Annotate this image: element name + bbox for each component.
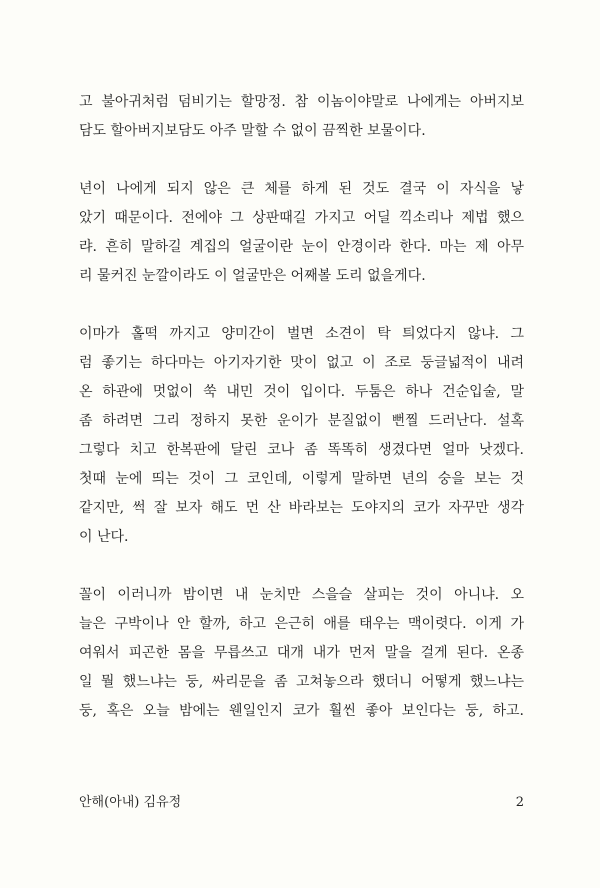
text-line: 같지만, 썩 잘 보자 해도 먼 산 바라보는 도야지의 코가 자꾸만 생각 xyxy=(79,500,524,516)
paragraph xyxy=(79,88,524,146)
text-line: 둥, 혹은 오늘 밤에는 웬일인지 코가 훨씬 좋아 보인다는 둥, 하고. xyxy=(79,703,524,719)
page-number: 2 xyxy=(515,795,524,810)
text-line: 럼 좋기는 하다마는 아기자기한 맛이 없고 이 조로 둥글넓적이 내려 xyxy=(79,355,524,371)
paragraph xyxy=(79,175,524,291)
text-line: 았기 때문이다. 전에야 그 상판때길 가지고 어딜 끽소리나 제법 했으 xyxy=(79,210,524,226)
page-footer xyxy=(79,793,524,813)
text-line: 그렇다 치고 한복판에 달린 코나 좀 똑똑히 생겼다면 얼마 낫겠다. xyxy=(79,442,524,458)
text-line: 담도 할아버지보담도 아주 말할 수 없이 끔찍한 보물이다. xyxy=(79,123,426,139)
text-line: 이마가 홀떡 까지고 양미간이 벌면 소견이 탁 틔었다지 않냐. 그 xyxy=(79,326,524,342)
text-line: 꼴이 이러니까 밤이면 내 눈치만 스을슬 살피는 것이 아니냐. 오 xyxy=(79,587,524,603)
text-line: 일 뭘 했느냐는 둥, 싸리문을 좀 고쳐놓으라 했더니 어떻게 했느냐는 xyxy=(79,674,524,690)
paragraph xyxy=(79,320,524,552)
text-line: 첫때 눈에 띄는 것이 그 코인데, 이렇게 말하면 년의 숭을 보는 것 xyxy=(79,471,524,487)
text-line: 고 불아귀처럼 덤비기는 할망정. 참 이놈이야말로 나에게는 아버지보 xyxy=(79,94,524,110)
text-line: 년이 나에게 되지 않은 큰 체를 하게 된 것도 결국 이 자식을 낳 xyxy=(79,181,524,197)
paragraph xyxy=(79,581,524,726)
footer-title: 안해(아내) 김유정 xyxy=(79,795,182,810)
text-line: 온 하관에 멋없이 쑥 내민 것이 입이다. 두툼은 하나 건순입술, 말 xyxy=(79,384,524,400)
text-line: 좀 하려면 그리 정하지 못한 운이가 분질없이 뻔찔 드러난다. 설혹 xyxy=(79,413,524,429)
text-line: 여워서 피곤한 몸을 무릅쓰고 대개 내가 먼저 말을 걸게 된다. 온종 xyxy=(79,645,524,661)
page-body xyxy=(79,88,524,755)
text-line: 늘은 구박이나 안 할까, 하고 은근히 애를 태우는 맥이렷다. 이게 가 xyxy=(79,616,524,632)
text-line: 이 난다. xyxy=(79,529,129,545)
text-line: 리 물커진 눈깔이라도 이 얼굴만은 어째볼 도리 없을게다. xyxy=(79,268,426,284)
text-line: 랴. 흔히 말하길 계집의 얼굴이란 눈이 안경이라 한다. 마는 제 아무 xyxy=(79,239,524,255)
